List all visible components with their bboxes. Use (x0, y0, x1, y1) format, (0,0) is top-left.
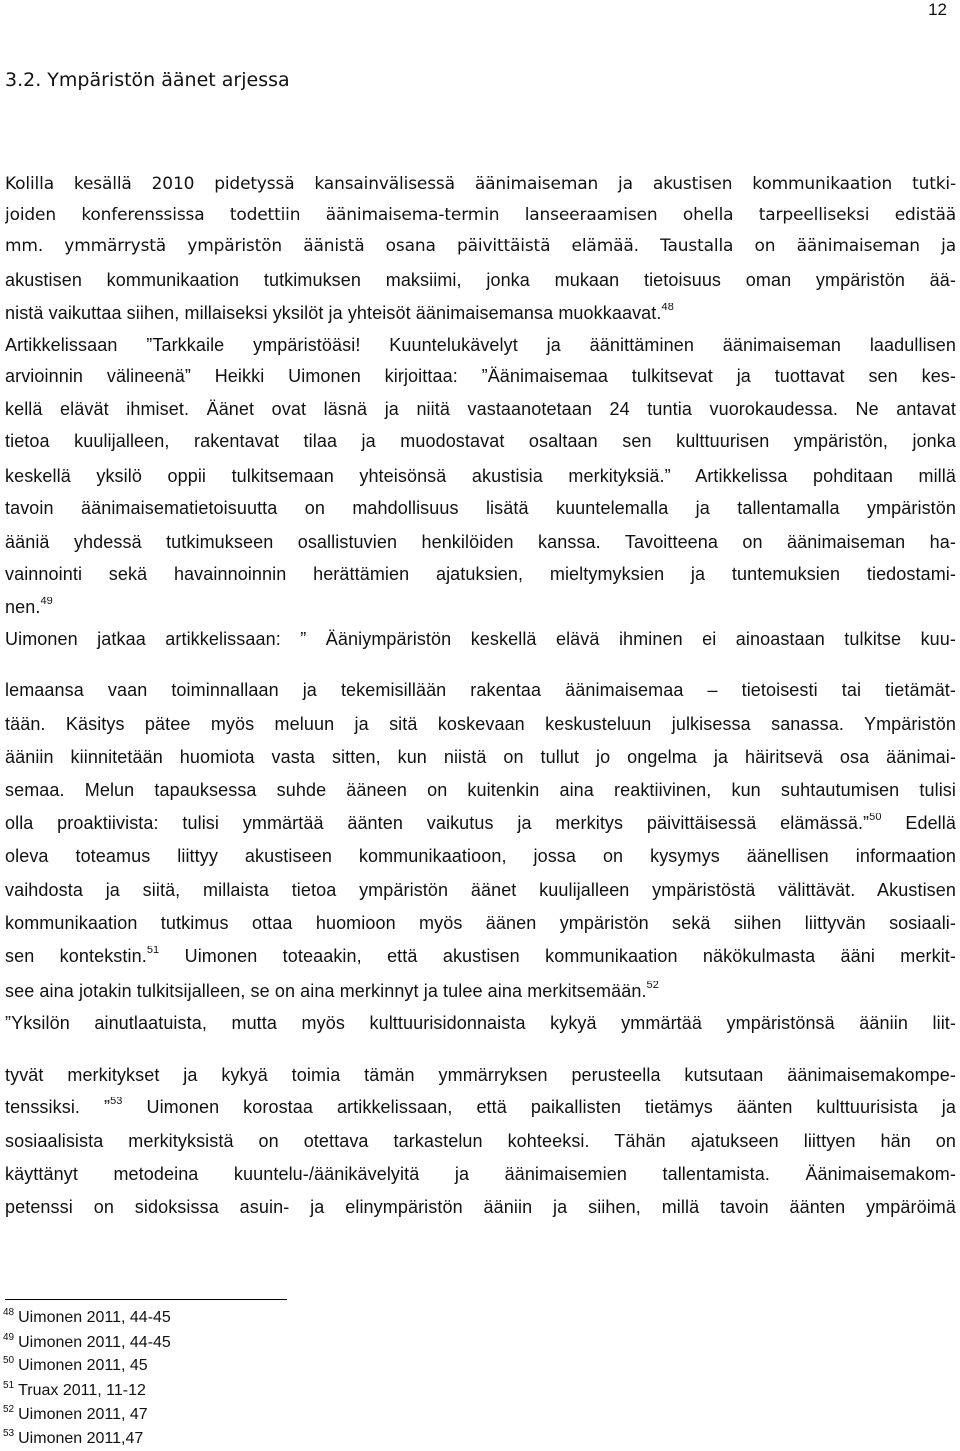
text-line (5, 399, 956, 420)
text-line (5, 813, 956, 834)
line-text: semaa. Melun tapauksessa suhde ääneen on kuitenkin aina reaktiivinen, kun suhtautumisen tulisi (5, 780, 956, 800)
line-text: sen kontekstin. (5, 946, 147, 966)
text-line (5, 1131, 956, 1152)
footnote-reference: 53 (110, 1097, 123, 1107)
line-text: tään. Käsitys pätee myös meluun ja sitä koskevaan keskusteluun julkisessa sanassa. Ympäristön (5, 714, 956, 734)
text-line (5, 913, 956, 934)
text-line (5, 629, 956, 650)
footnote-number: 48 (3, 1307, 15, 1318)
footnote (3, 1356, 148, 1378)
footnote-text: Uimonen 2011, 44-45 (18, 1334, 171, 1351)
footnote-text: Uimonen 2011,47 (18, 1430, 144, 1447)
text-line (5, 714, 956, 735)
text-line (5, 303, 956, 324)
line-text: vaihdosta ja siitä, millaista tietoa ympäristön äänet kuulijalleen ympäristöstä välittävät. Akustisen (5, 880, 956, 900)
line-text: tyvät merkitykset ja kykyä toimia tämän ymmärryksen perusteella kutsutaan äänimaisemakompe- (5, 1065, 956, 1085)
text-line (5, 1164, 956, 1185)
footnote (3, 1381, 146, 1403)
line-text: nistä vaikuttaa siihen, millaiseksi yksilöt ja yhteisöt äänimaisemansa muokkaavat. (5, 303, 662, 323)
line-text: vainnointi sekä havainnoinnin herättämien ajatuksien, mieltymyksien ja tuntemuksien tiedostami- (5, 564, 956, 584)
line-text: kommunikaation tutkimus ottaa huomioon myös äänen ympäristön sekä siihen liittyvän sosiaali- (5, 913, 956, 933)
footnote-reference: 50 (869, 813, 882, 823)
footnote-reference: 49 (40, 597, 53, 607)
footnote-number: 53 (3, 1428, 15, 1439)
line-text: ääniä yhdessä tutkimukseen osallistuvien henkilöiden kanssa. Tavoitteena on äänimaiseman ha- (5, 532, 956, 552)
text-line (5, 597, 956, 618)
page-number: 12 (928, 0, 947, 19)
line-text: ”Yksilön ainutlaatuista, mutta myös kulttuurisidonnaista kykyä ymmärtää ympäristönsä ääniin liit- (5, 1013, 956, 1033)
text-line (5, 174, 956, 194)
text-line (5, 270, 956, 291)
line-text: tietoa kuulijalleen, rakentavat tilaa ja muodostavat osaltaan sen kulttuurisen ympäristön, jonka (5, 431, 956, 451)
text-line (5, 205, 956, 225)
footnote-number: 51 (3, 1380, 15, 1391)
text-line (5, 498, 956, 519)
line-text: keskellä yksilö oppii tulkitsemaan yhteisönsä akustisia merkityksiä.” Artikkelissa pohditaan millä (5, 466, 956, 486)
line-text: olla proaktiivista: tulisi ymmärtää äänten vaikutus ja merkitys päivittäisessä elämässä.” (5, 813, 870, 833)
line-text: mm. ymmärrystä ympäristön äänistä osana päivittäistä elämää. Taustalla on äänimaiseman ja (5, 236, 956, 256)
line-text: akustisen kommunikaation tutkimuksen maksiimi, jonka mukaan tietoisuus oman ympäristön ää- (5, 270, 956, 290)
text-line (5, 466, 956, 487)
line-text: käyttänyt metodeina kuuntelu-/äänikävelyitä ja äänimaisemien tallentamista. Äänimaisemakom- (5, 1164, 956, 1184)
section-heading: 3.2. Ympäristön äänet arjessa (5, 69, 290, 91)
footnote-reference: 52 (646, 981, 659, 991)
footnote-reference: 51 (146, 946, 160, 956)
footnote (3, 1429, 143, 1451)
line-text-continued: Uimonen korostaa artikkelissaan, että paikallisten tietämys äänten kulttuurisista ja (122, 1097, 956, 1117)
line-text: arvioinnin välineenä” Heikki Uimonen kirjoittaa: ”Äänimaisemaa tulkitsevat ja tuottavat sen kes- (5, 366, 956, 386)
line-text: joiden konferenssissa todettiin äänimaisema-termin lanseeraamisen ohella tarpeelliseksi edistää (5, 205, 956, 225)
line-text: sosiaalisista merkityksistä on otettava tarkastelun kohteeksi. Tähän ajatukseen liittyen hän on (5, 1131, 956, 1151)
footnote (3, 1333, 171, 1355)
line-text: Kolilla kesällä 2010 pidetyssä kansainvälisessä äänimaiseman ja akustisen kommunikaation tutki- (5, 174, 956, 194)
footnote-number: 49 (3, 1332, 15, 1343)
text-line (5, 1097, 956, 1118)
footnote-separator (5, 1299, 287, 1300)
footnote-number: 52 (3, 1404, 15, 1415)
text-line (5, 981, 956, 1002)
text-line (5, 431, 956, 452)
footnote-text: Truax 2011, 11-12 (18, 1382, 146, 1399)
text-line (5, 236, 956, 256)
line-text: kellä elävät ihmiset. Äänet ovat läsnä ja niitä vastaanotetaan 24 tuntia vuorokaudessa. Ne antavat (5, 399, 956, 419)
line-text: tenssiksi. ” (5, 1097, 111, 1117)
text-line (5, 780, 956, 801)
text-line (5, 1197, 956, 1218)
line-text: oleva toteamus liittyy akustiseen kommunikaatioon, jossa on kysymys äänellisen informaation (5, 846, 956, 866)
text-line (5, 747, 956, 768)
text-line (5, 564, 956, 585)
line-text-continued: Uimonen toteaakin, että akustisen kommunikaation näkökulmasta ääni merkit- (159, 946, 956, 966)
footnote-text: Uimonen 2011, 45 (18, 1357, 148, 1374)
text-line (5, 880, 956, 901)
footnote (3, 1308, 171, 1330)
text-line (5, 846, 956, 867)
text-line (5, 946, 956, 967)
line-text: Uimonen jatkaa artikkelissaan: ” Ääniympäristön keskellä elävä ihminen ei ainoastaan tulkitse kuu- (5, 629, 956, 649)
text-line (5, 532, 956, 553)
line-text: ääniin kiinnitetään huomiota vasta sitten, kun niistä on tullut jo ongelma ja häiritsevä osa äänimai- (5, 747, 956, 767)
footnote-reference: 48 (661, 303, 674, 313)
text-line (5, 680, 956, 701)
line-text: nen. (5, 597, 41, 617)
footnote-text: Uimonen 2011, 44-45 (18, 1309, 171, 1326)
text-line (5, 366, 956, 387)
footnote-number: 50 (3, 1355, 15, 1366)
footnote-text: Uimonen 2011, 47 (18, 1406, 148, 1423)
line-text: Artikkelissaan ”Tarkkaile ympäristöäsi! Kuuntelukävelyt ja äänittäminen äänimaiseman laadullisen (5, 335, 956, 355)
text-line (5, 335, 956, 356)
line-text-continued: Edellä (881, 813, 956, 833)
line-text: see aina jotakin tulkitsijalleen, se on aina merkinnyt ja tulee aina merkitsemään. (5, 981, 647, 1001)
line-text: petenssi on sidoksissa asuin- ja elinympäristön ääniin ja siihen, millä tavoin äänten ympäröimä (5, 1197, 956, 1217)
text-line (5, 1013, 956, 1034)
text-line (5, 1065, 956, 1086)
line-text: lemaansa vaan toiminnallaan ja tekemisillään rakentaa äänimaisemaa – tietoisesti tai tietämät- (5, 680, 956, 700)
line-text: tavoin äänimaisematietoisuutta on mahdollisuus lisätä kuuntelemalla ja tallentamalla ympäristön (5, 498, 956, 518)
footnote (3, 1405, 148, 1427)
